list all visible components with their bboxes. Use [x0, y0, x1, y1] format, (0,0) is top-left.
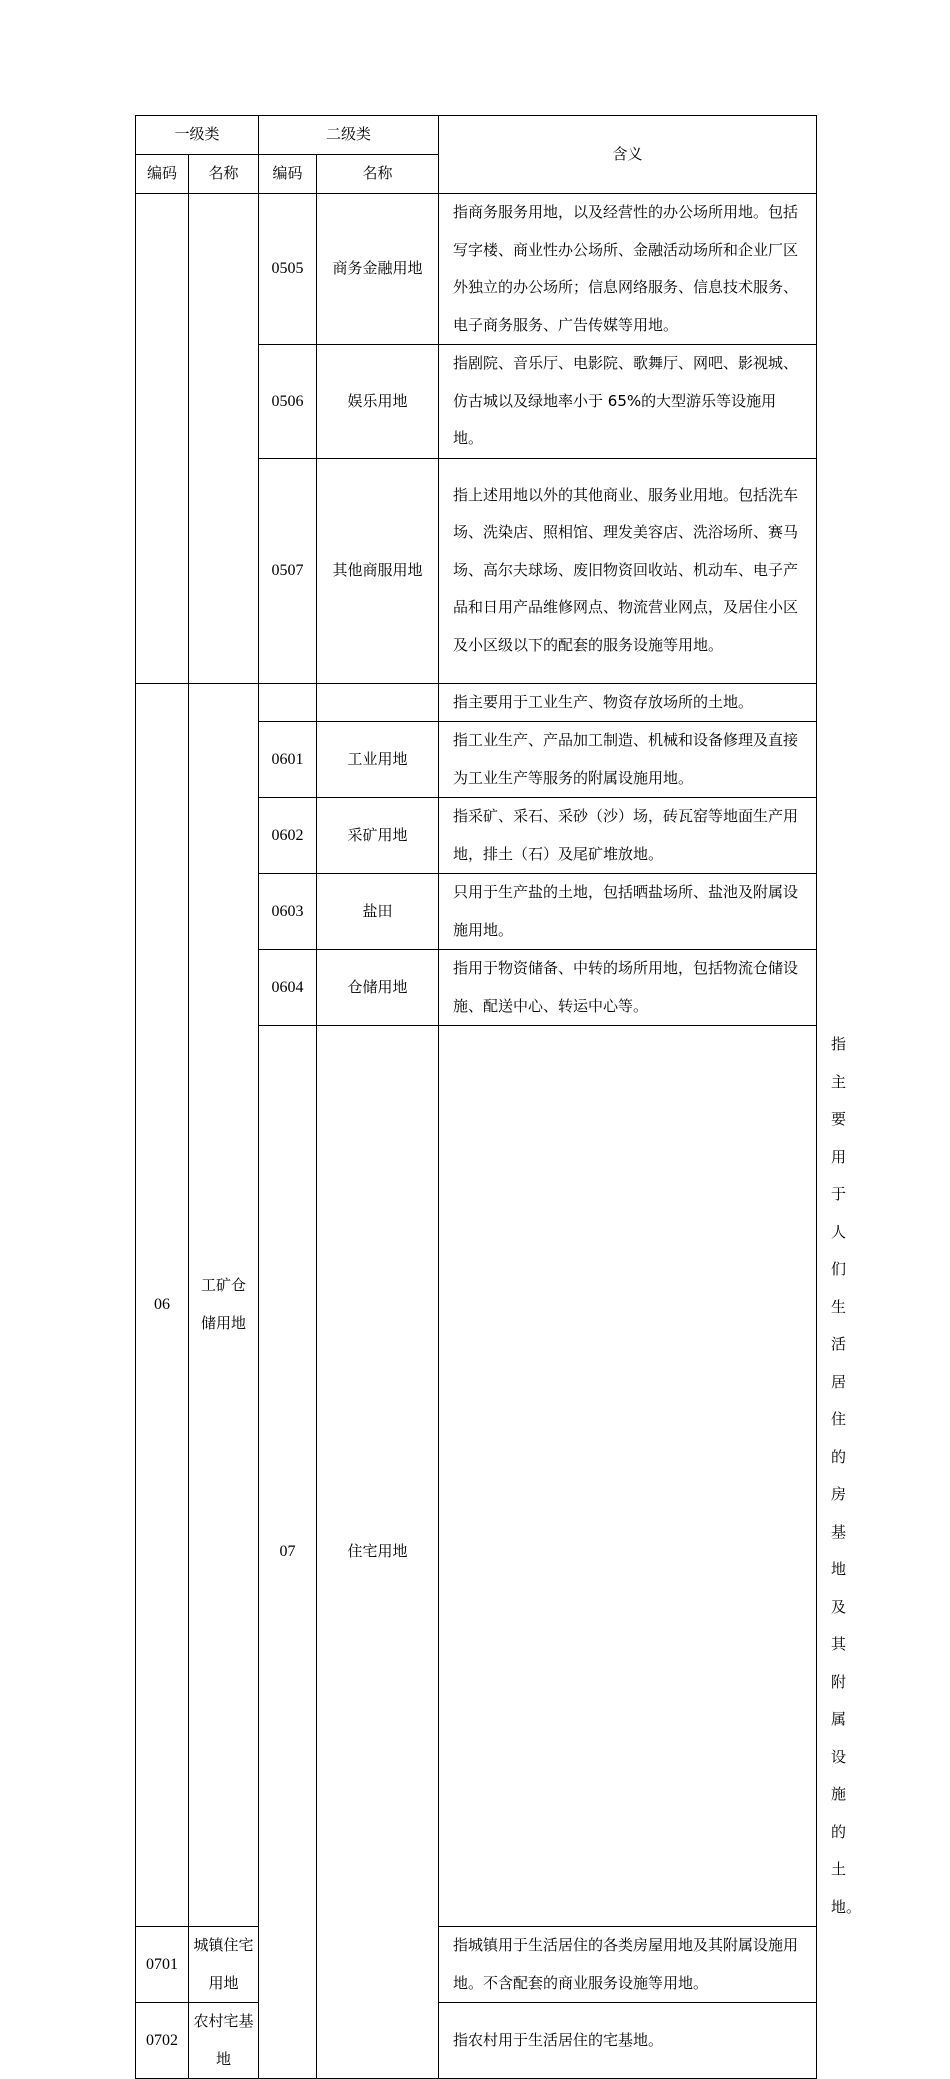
header-level2-code: 编码 [259, 155, 317, 194]
sub-code-cell: 0601 [259, 722, 317, 798]
sub-code-cell [439, 1026, 817, 1927]
meaning-cell: 指农村用于生活居住的宅基地。 [439, 2003, 817, 2079]
sub-code-cell: 0702 [136, 2003, 189, 2079]
sub-code-cell: 0603 [259, 874, 317, 950]
header-level1-name: 名称 [189, 155, 259, 194]
header-row-1 [136, 116, 817, 155]
group-name-cell: 住宅用地 [317, 1026, 439, 2079]
sub-code-cell: 0602 [259, 798, 317, 874]
header-level1: 一级类 [136, 116, 259, 155]
land-classification-table [135, 115, 862, 2079]
header-level2-name: 名称 [317, 155, 439, 194]
sub-name-cell: 商务金融用地 [317, 194, 439, 345]
meaning-cell: 指用于物资储备、中转的场所用地，包括物流仓储设施、配送中心、转运中心等。 [439, 950, 817, 1026]
meaning-cell: 指商务服务用地，以及经营性的办公场所用地。包括写字楼、商业性办公场所、金融活动场所和企业厂区外独立的办公场所；信息网络服务、信息技术服务、电子商务服务、广告传媒等用地。 [439, 194, 817, 345]
meaning-cell: 指工业生产、产品加工制造、机械和设备修理及直接为工业生产等服务的附属设施用地。 [439, 722, 817, 798]
sub-code-cell: 0506 [259, 345, 317, 459]
sub-name-cell: 采矿用地 [317, 798, 439, 874]
meaning-cell: 指采矿、采石、采砂（沙）场，砖瓦窑等地面生产用地，排土（石）及尾矿堆放地。 [439, 798, 817, 874]
table-row: 07 住宅用地 指主要用于人们生活居住的房基地及其附属设施的土地。 [136, 1026, 817, 1927]
meaning-cell: 指剧院、音乐厅、电影院、歌舞厅、网吧、影视城、仿古城以及绿地率小于 65%的大型游乐等设施用地。 [439, 345, 817, 459]
sub-code-cell: 0505 [259, 194, 317, 345]
sub-code-cell: 0604 [259, 950, 317, 1026]
sub-name-cell: 城镇住宅用地 [189, 1927, 259, 2003]
table-row [136, 194, 817, 345]
sub-name-cell: 农村宅基地 [189, 2003, 259, 2079]
sub-name-cell [317, 683, 439, 722]
meaning-cell: 指城镇用于生活居住的各类房屋用地及其附属设施用地。不含配套的商业服务设施等用地。 [439, 1927, 817, 2003]
group-name-cell [189, 194, 259, 684]
table-row [136, 2003, 817, 2079]
table-row [136, 1927, 817, 2003]
sub-name-cell: 娱乐用地 [317, 345, 439, 459]
sub-name-cell: 工业用地 [317, 722, 439, 798]
meaning-cell: 指上述用地以外的其他商业、服务业用地。包括洗车场、洗染店、照相馆、理发美容店、洗浴场所、赛马场、高尔夫球场、废旧物资回收站、机动车、电子产品和日用产品维修网点、物流营业网点，及居住小区及小区级以下的配套的服务设施等用地。 [439, 458, 817, 683]
table-row [136, 683, 817, 722]
sub-code-cell: 0507 [259, 458, 317, 683]
group-code-cell: 07 [259, 1026, 317, 2079]
group-code-cell [136, 194, 189, 684]
sub-name-cell: 盐田 [317, 874, 439, 950]
sub-name-cell: 仓储用地 [317, 950, 439, 1026]
sub-code-cell [259, 683, 317, 722]
group-name-cell: 工矿仓储用地 [189, 683, 259, 1927]
header-level1-code: 编码 [136, 155, 189, 194]
meaning-cell: 指主要用于工业生产、物资存放场所的土地。 [439, 683, 817, 722]
sub-name-cell: 其他商服用地 [317, 458, 439, 683]
header-level2: 二级类 [259, 116, 439, 155]
group-code-cell: 06 [136, 683, 189, 1927]
header-meaning: 含义 [439, 116, 817, 194]
meaning-cell: 只用于生产盐的土地，包括晒盐场所、盐池及附属设施用地。 [439, 874, 817, 950]
sub-code-cell: 0701 [136, 1927, 189, 2003]
